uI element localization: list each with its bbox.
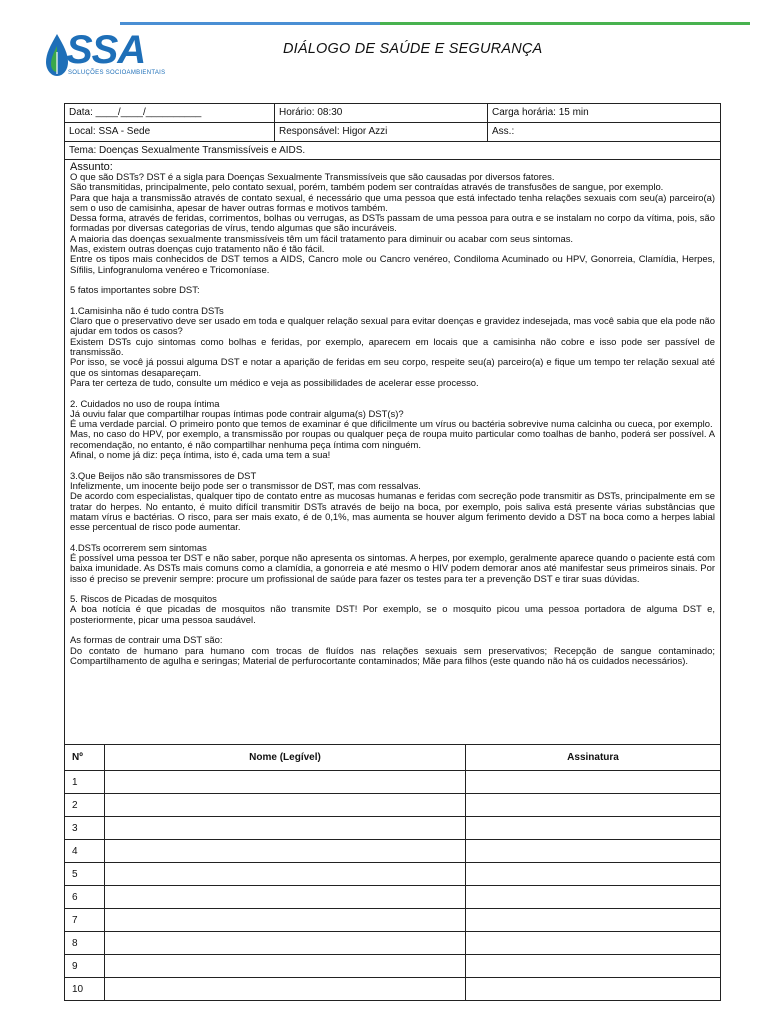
signature-cell[interactable] xyxy=(466,955,721,978)
intro-line: Dessa forma, através de feridas, corrimentos, bolhas ou verrugas, as DSTs passam de uma pessoa para outra e se instalam no corpo da vítima, pois, são formadas por diversas categorias de vírus, tendo algumas que são incuráveis. xyxy=(70,213,715,235)
table-row xyxy=(65,794,720,817)
signature-table xyxy=(65,745,720,1000)
intro-line: São transmitidas, principalmente, pelo contato sexual, porém, também podem ser contraídas através de transfusões de sangue, por exemplo. xyxy=(70,182,664,194)
intro-line: A maioria das doenças sexualmente transmissíveis têm um fácil tratamento para diminuir ou acabar com seus sintomas. xyxy=(70,233,574,245)
fact1-line: Por isso, se você já possui alguma DST e notar a aparição de feridas em seu corpo, respeite seu(a) parceiro(a) e fique um tempo ter relação sexual até que os sintomas desapareçam. xyxy=(70,357,715,379)
row-number: 9 xyxy=(65,955,105,978)
info-row-2 xyxy=(65,123,720,142)
name-cell[interactable] xyxy=(105,794,466,817)
intro-line: Mas, existem outras doenças cujo tratamento não é tão fácil. xyxy=(70,244,325,256)
table-row xyxy=(65,932,720,955)
table-row xyxy=(65,955,720,978)
signature-cell[interactable] xyxy=(466,840,721,863)
fact2-line: Afinal, o nome já diz: peça íntima, isto é, cada uma tem a sua! xyxy=(70,450,331,462)
table-row xyxy=(65,886,720,909)
name-cell[interactable] xyxy=(105,978,466,1001)
header-accent-bar xyxy=(120,22,750,25)
fact4-title: 4.DSTs ocorrerem sem sintomas xyxy=(70,542,207,554)
table-row xyxy=(65,771,720,794)
accent-bar-blue xyxy=(120,22,380,25)
signature-cell[interactable] xyxy=(466,794,721,817)
signature-cell[interactable] xyxy=(466,886,721,909)
fact5-title: 5. Riscos de Picadas de mosquitos xyxy=(70,594,217,606)
name-cell[interactable] xyxy=(105,817,466,840)
name-cell[interactable] xyxy=(105,771,466,794)
name-cell[interactable] xyxy=(105,840,466,863)
logo-text xyxy=(66,28,145,73)
row-number: 8 xyxy=(65,932,105,955)
signature-cell[interactable] xyxy=(466,932,721,955)
info-row-1 xyxy=(65,104,720,123)
accent-bar-green xyxy=(380,22,750,25)
table-row xyxy=(65,817,720,840)
theme-field: Tema: Doenças Sexualmente Transmissíveis e AIDS. xyxy=(65,142,720,160)
date-field[interactable]: Data: ____/____/__________ xyxy=(65,104,275,122)
responsible-field: Responsável: Higor Azzi xyxy=(275,123,488,141)
fact5-line: A boa notícia é que picadas de mosquitos não transmite DST! Por exemplo, se o mosquito picou uma pessoa portadora de alguma DST e, posteriormente, picar uma pessoa saudável. xyxy=(70,604,715,626)
ssa-logo xyxy=(44,28,166,82)
fact1-line: Claro que o preservativo deve ser usado em toda e qualquer relação sexual para evitar doenças e gravidez indesejada, mas você sabia que ela pode não ajudar em todos os casos? xyxy=(70,316,715,338)
subject-content xyxy=(65,160,720,745)
time-field: Horário: 08:30 xyxy=(275,104,488,122)
row-number: 4 xyxy=(65,840,105,863)
row-number: 1 xyxy=(65,771,105,794)
row-number: 5 xyxy=(65,863,105,886)
fact2-line: Já ouviu falar que compartilhar roupas íntimas pode contrair alguma(s) DST(s)? xyxy=(70,408,404,420)
logo-subtitle: SOLUÇÕES SOCIOAMBIENTAIS xyxy=(68,70,166,76)
signature-cell[interactable] xyxy=(466,909,721,932)
table-row xyxy=(65,863,720,886)
column-header-number: Nº xyxy=(65,745,105,771)
forms-title: As formas de contrair uma DST são: xyxy=(70,635,223,647)
fact1-line: Para ter certeza de tudo, consulte um médico e veja as possibilidades de acelerar esse processo. xyxy=(70,377,479,389)
row-number: 2 xyxy=(65,794,105,817)
fact1-title: 1.Camisinha não é tudo contra DSTs xyxy=(70,305,224,317)
signature-cell[interactable] xyxy=(466,863,721,886)
name-cell[interactable] xyxy=(105,909,466,932)
intro-line: O que são DSTs? DST é a sigla para Doenças Sexualmente Transmissíveis que são causadas por diversos fatores. xyxy=(70,172,555,183)
logo-text-content: SSA xyxy=(66,28,146,72)
facts-title: 5 fatos importantes sobre DST: xyxy=(70,285,200,297)
fact1-line: Existem DSTs cujo sintomas como bolhas e feridas, por exemplo, aparecem em locais que a camisinha não cobre e isso pode ser passível de transmissão. xyxy=(70,336,715,359)
signature-field[interactable]: Ass.: xyxy=(492,126,515,137)
location-field: Local: SSA - Sede xyxy=(65,123,275,141)
document-title: DIÁLOGO DE SAÚDE E SEGURANÇA xyxy=(283,41,543,57)
column-header-signature: Assinatura xyxy=(466,745,721,771)
fact2-line: Mas, no caso do HPV, por exemplo, a transmissão por roupas ou qualquer peça de roupa muito particular como toalhas de banho, poderá ser possível. A recomendação, no entanto, é não compartilhar nenhuma peça íntima com ninguém. xyxy=(70,429,715,451)
fact3-title: 3.Que Beijos não são transmissores de DST xyxy=(70,470,257,482)
row-number: 10 xyxy=(65,978,105,1001)
form-frame xyxy=(64,103,721,1001)
table-row xyxy=(65,840,720,863)
intro-line: Entre os tipos mais conhecidos de DST temos a AIDS, Cancro mole ou Cancro venéreo, Condiloma Acuminado ou HPV, Gonorreia, Clamídia, Herpes, Sífilis, Linfogranuloma venéreo e Tricomoníase. xyxy=(70,254,715,276)
fact4-line: É possível uma pessoa ter DST e não saber, porque não apresenta os sintomas. A herpes, por exemplo, geralmente aparece quando o paciente está com baixa imunidade. As DSTs mais comuns como a clamídia, a gonorreia e até mesmo o HIV podem demorar anos até manifestar seus primeiros sinais. Por isso é preciso se prevenir sempre: procure um profissional de saúde para fazer os testes para ter a prevenção DST e tirar suas dúvidas. xyxy=(70,552,715,585)
row-number: 3 xyxy=(65,817,105,840)
signature-cell[interactable] xyxy=(466,978,721,1001)
table-header-row xyxy=(65,745,720,771)
signature-cell[interactable] xyxy=(466,771,721,794)
name-cell[interactable] xyxy=(105,932,466,955)
forms-line: Do contato de humano para humano com trocas de fluídos nas relações sexuais sem preservativos; Recepção de sangue contaminado; Compartilhamento de agulha e seringas; Material de perfurocortante contaminados; Mãe para filhos (este quando não há os cuidados necessários). xyxy=(70,645,715,667)
row-number: 6 xyxy=(65,886,105,909)
column-header-name: Nome (Legível) xyxy=(105,745,466,771)
fact3-line: Infelizmente, um inocente beijo pode ser o transmissor de DST, mas com ressalvas. xyxy=(70,480,421,492)
table-row xyxy=(65,978,720,1001)
name-cell[interactable] xyxy=(105,886,466,909)
fact3-line: De acordo com especialistas, qualquer tipo de contato entre as mucosas humanas e feridas com secreção pode transmitir as DSTs, principalmente em se tratar do herpes. No entanto, é muito difícil transmitir DSTs através de beijo na boca, por exemplo, pois saliva está presente várias substâncias que matam vírus e bactérias. O risco, para ser mais exato, é de 0,1%, mas aumenta se houver algum ferimento devido a DST na boca como a herpes labial esse percentual de risco pode aumentar. xyxy=(70,491,715,534)
row-number: 7 xyxy=(65,909,105,932)
subject-label: Assunto: xyxy=(70,161,113,173)
intro-line: Para que haja a transmissão através de contato sexual, é necessário que uma pessoa que está infectado tenha relações sexuais com seu(a) parceiro(a) sem o uso de camisinha, apesar de haver outras formas e motivos também. xyxy=(70,192,715,214)
signature-cell[interactable] xyxy=(466,817,721,840)
name-cell[interactable] xyxy=(105,863,466,886)
name-cell[interactable] xyxy=(105,955,466,978)
workload-field: Carga horária: 15 min xyxy=(492,107,589,118)
table-row xyxy=(65,909,720,932)
fact2-line: É uma verdade parcial. O primeiro ponto que temos de examinar é que dificilmente um vírus ou bactéria sobrevive numa calcinha ou cueca, por exemplo. xyxy=(70,419,713,431)
fact2-title: 2. Cuidados no uso de roupa íntima xyxy=(70,398,220,410)
